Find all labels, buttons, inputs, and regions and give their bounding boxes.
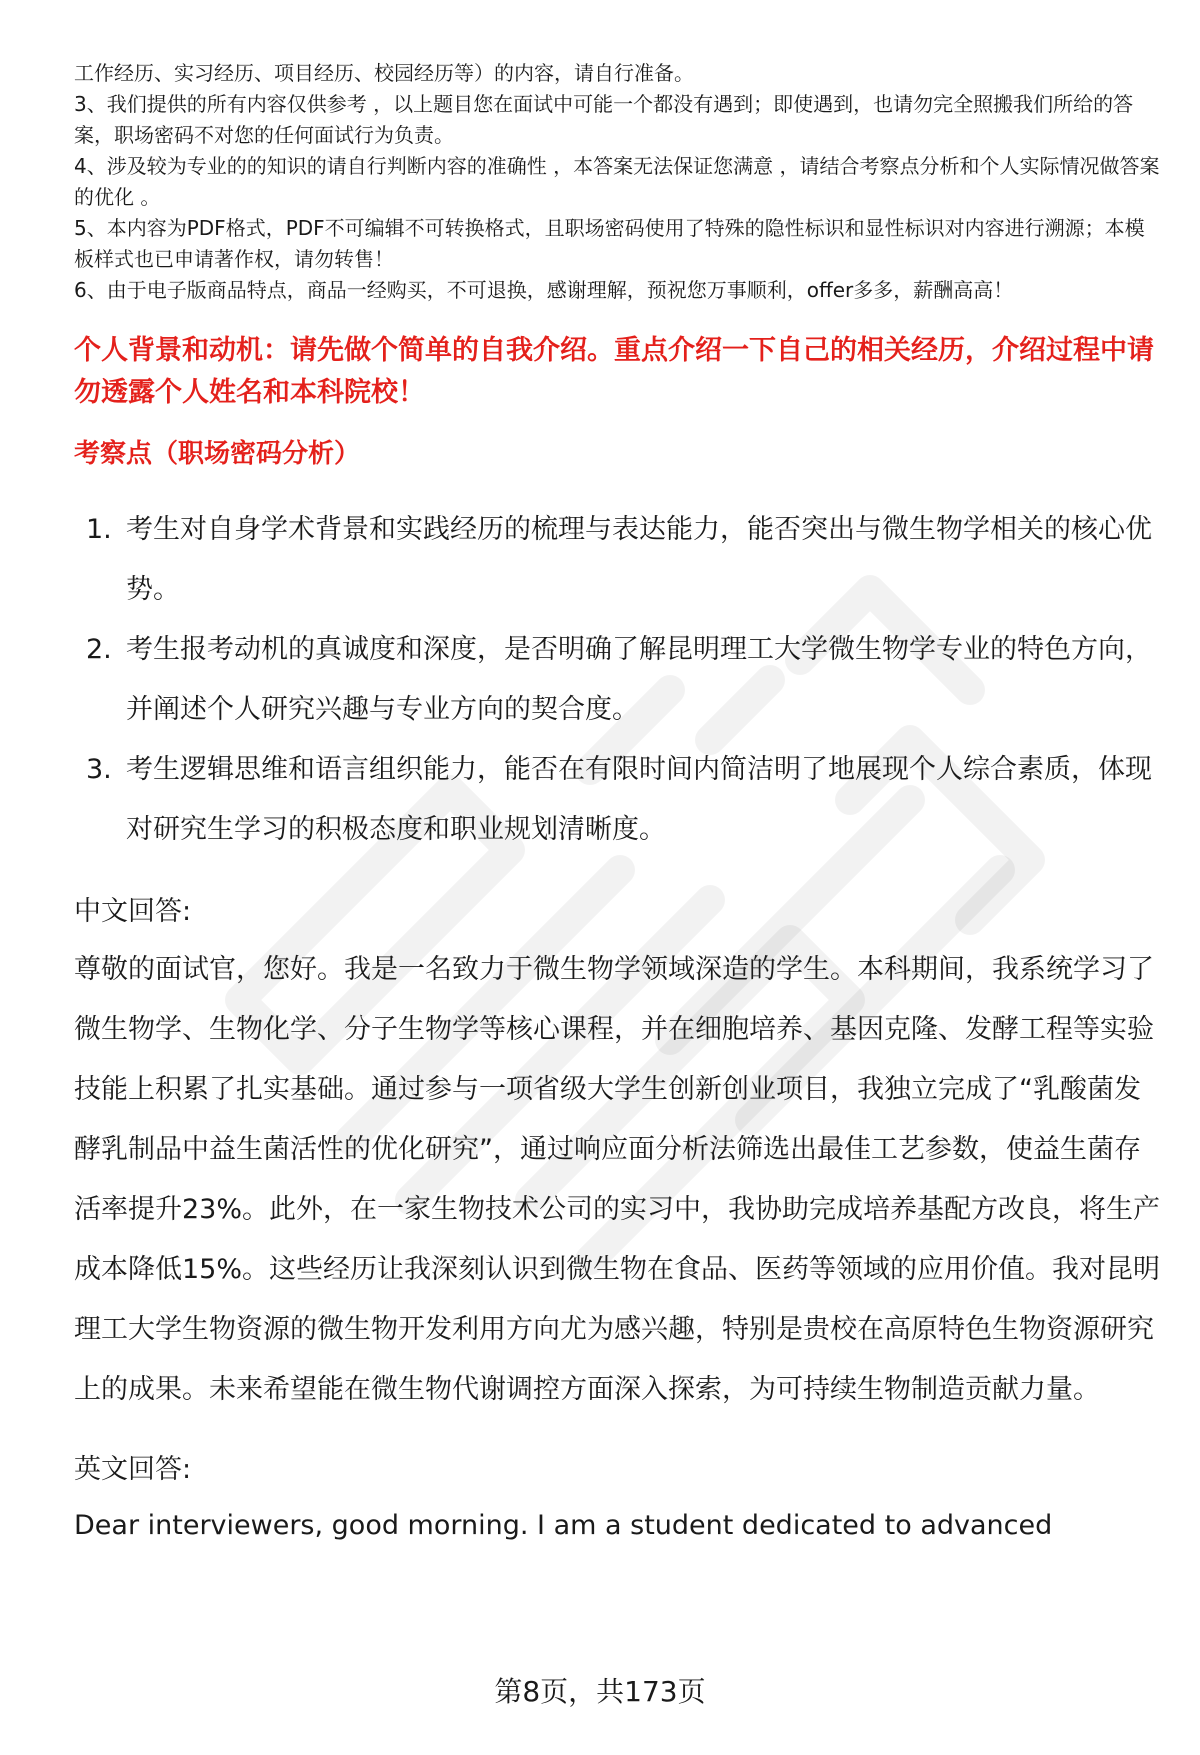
list-item-text: 考生对自身学术背景和实践经历的梳理与表达能力，能否突出与微生物学相关的核心优势。	[126, 514, 1152, 605]
analysis-title: 考察点（职场密码分析）	[74, 439, 361, 469]
list-item	[74, 620, 1164, 740]
note-line: 5、本内容为PDF格式，PDF不可编辑不可转换格式，且职场密码使用了特殊的隐性标识和显性标识对内容进行溯源；本模板样式也已申请著作权，请勿转售！	[74, 216, 1145, 271]
chinese-answer-label: 中文回答:	[74, 896, 192, 927]
note-line: 4、涉及较为专业的的知识的请自行判断内容的准确性 ，本答案无法保证您满意 ，请结合考察点分析和个人实际情况做答案的优化 。	[74, 154, 1160, 209]
list-item-text: 考生逻辑思维和语言组织能力，能否在有限时间内简洁明了地展现个人综合素质，体现对研究生学习的积极态度和职业规划清晰度。	[126, 754, 1152, 845]
list-item-number: 1.	[86, 514, 112, 545]
list-item	[74, 740, 1164, 860]
english-answer-text: Dear interviewers, good morning. I am a student dedicated to advanced	[74, 1510, 1053, 1541]
page-number-footer: 第8页，共173页	[494, 1675, 706, 1708]
interview-question: 个人背景和动机：请先做个简单的自我介绍。重点介绍一下自己的相关经历，介绍过程中请勿透露个人姓名和本科院校！	[74, 335, 1154, 408]
analysis-points-list	[74, 500, 1164, 860]
list-item-number: 3.	[86, 754, 112, 785]
note-line: 工作经历、实习经历、项目经历、校园经历等）的内容，请自行准备。	[74, 61, 694, 85]
disclaimer-notes	[74, 58, 1164, 306]
list-item-text: 考生报考动机的真诚度和深度，是否明确了解昆明理工大学微生物学专业的特色方向，并阐述个人研究兴趣与专业方向的契合度。	[126, 634, 1152, 725]
chinese-answer-text: 尊敬的面试官，您好。我是一名致力于微生物学领域深造的学生。本科期间，我系统学习了微生物学、生物化学、分子生物学等核心课程，并在细胞培养、基因克隆、发酵工程等实验技能上积累了扎实基础。通过参与一项省级大学生创新创业项目，我独立完成了“乳酸菌发酵乳制品中益生菌活性的优化研究”，通过响应面分析法筛选出最佳工艺参数，使益生菌存活率提升23%。此外，在一家生物技术公司的实习中，我协助完成培养基配方改良，将生产成本降低15%。这些经历让我深刻认识到微生物在食品、医药等领域的应用价值。我对昆明理工大学生物资源的微生物开发利用方向尤为感兴趣，特别是贵校在高原特色生物资源研究上的成果。未来希望能在微生物代谢调控方面深入探索，为可持续生物制造贡献力量。	[74, 954, 1161, 1405]
list-item-number: 2.	[86, 634, 112, 665]
english-answer-label: 英文回答:	[74, 1454, 192, 1485]
note-line: 3、我们提供的所有内容仅供参考 ，以上题目您在面试中可能一个都没有遇到；即使遇到，也请勿完全照搬我们所给的答案，职场密码不对您的任何面试行为负责。	[74, 92, 1134, 147]
note-line: 6、由于电子版商品特点，商品一经购买，不可退换，感谢理解，预祝您万事顺利，offer多多，薪酬高高！	[74, 278, 1014, 302]
list-item	[74, 500, 1164, 620]
